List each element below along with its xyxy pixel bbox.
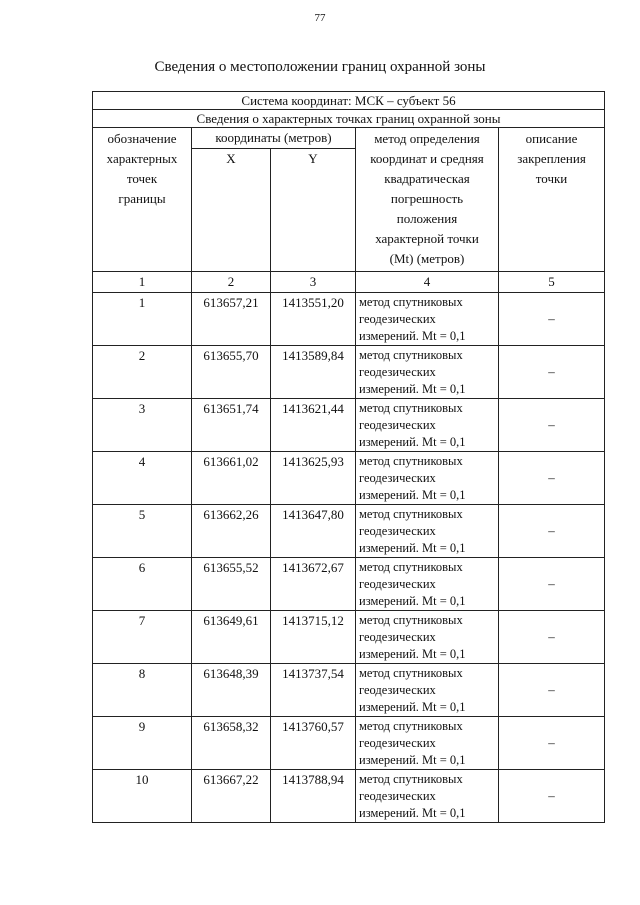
- method-line: измерений. Mt = 0,1: [359, 805, 466, 820]
- table-row: [93, 558, 605, 611]
- method-line: измерений. Mt = 0,1: [359, 487, 466, 502]
- method-cell: [356, 452, 499, 505]
- method-line: измерений. Mt = 0,1: [359, 593, 466, 608]
- point-id-cell: 1: [93, 293, 192, 346]
- method-line: метод спутниковых: [359, 718, 463, 733]
- table-row: [93, 399, 605, 452]
- point-id-cell: 8: [93, 664, 192, 717]
- section-title-row: [93, 110, 605, 128]
- column-number: 5: [499, 272, 605, 293]
- method-cell: [356, 717, 499, 770]
- header-line: закрепления: [517, 151, 586, 166]
- point-id-cell: 9: [93, 717, 192, 770]
- x-coordinate-cell: 613651,74: [192, 399, 271, 452]
- table-row: [93, 505, 605, 558]
- page-number: 77: [314, 12, 326, 24]
- method-line: метод спутниковых: [359, 771, 463, 786]
- y-coordinate-cell: 1413589,84: [271, 346, 356, 399]
- document-title: Сведения о местоположении границ охранной зоны: [154, 59, 486, 75]
- table-row: [93, 452, 605, 505]
- y-coordinate-cell: 1413672,67: [271, 558, 356, 611]
- method-line: метод спутниковых: [359, 400, 463, 415]
- header-point-designation: [93, 128, 192, 272]
- method-line: геодезических: [359, 682, 436, 697]
- method-line: метод спутниковых: [359, 559, 463, 574]
- y-coordinate-cell: 1413737,54: [271, 664, 356, 717]
- y-coordinate-cell: 1413625,93: [271, 452, 356, 505]
- point-id-cell: 10: [93, 770, 192, 823]
- header-line: точки: [535, 171, 568, 186]
- x-coordinate-cell: 613657,21: [192, 293, 271, 346]
- header-line: точек: [126, 171, 158, 186]
- y-coordinate-cell: 1413788,94: [271, 770, 356, 823]
- header-line: границы: [118, 191, 166, 206]
- point-id-cell: 5: [93, 505, 192, 558]
- point-id-cell: 3: [93, 399, 192, 452]
- header-line: (Mt) (метров): [389, 251, 465, 266]
- point-id-cell: 6: [93, 558, 192, 611]
- method-line: геодезических: [359, 417, 436, 432]
- method-cell: [356, 505, 499, 558]
- header-line: квадратическая: [384, 171, 470, 186]
- method-line: геодезических: [359, 629, 436, 644]
- method-line: измерений. Mt = 0,1: [359, 381, 466, 396]
- y-coordinate-cell: 1413760,57: [271, 717, 356, 770]
- method-line: метод спутниковых: [359, 665, 463, 680]
- header-line: обозначение: [107, 131, 177, 146]
- method-line: геодезических: [359, 735, 436, 750]
- description-cell: –: [499, 399, 605, 452]
- method-line: метод спутниковых: [359, 453, 463, 468]
- method-line: метод спутниковых: [359, 347, 463, 362]
- description-cell: –: [499, 611, 605, 664]
- method-line: измерений. Mt = 0,1: [359, 540, 466, 555]
- header-line: координат и средняя: [370, 151, 484, 166]
- header-line: характерных: [106, 151, 178, 166]
- description-cell: –: [499, 452, 605, 505]
- method-cell: [356, 611, 499, 664]
- header-line: положения: [396, 211, 458, 226]
- table-row: [93, 664, 605, 717]
- coordinate-system-cell: Система координат: МСК – субъект 56: [93, 92, 605, 110]
- method-line: геодезических: [359, 470, 436, 485]
- x-coordinate-cell: 613667,22: [192, 770, 271, 823]
- coordinate-system-row: [93, 92, 605, 110]
- table-row: [93, 611, 605, 664]
- column-number: 4: [356, 272, 499, 293]
- x-coordinate-cell: 613649,61: [192, 611, 271, 664]
- description-cell: –: [499, 293, 605, 346]
- method-line: геодезических: [359, 364, 436, 379]
- x-coordinate-cell: 613661,02: [192, 452, 271, 505]
- method-cell: [356, 399, 499, 452]
- description-cell: –: [499, 558, 605, 611]
- method-line: метод спутниковых: [359, 294, 463, 309]
- method-line: метод спутниковых: [359, 612, 463, 627]
- method-line: геодезических: [359, 788, 436, 803]
- point-id-cell: 4: [93, 452, 192, 505]
- column-number-row: [93, 272, 605, 293]
- method-cell: [356, 664, 499, 717]
- header-description: [499, 128, 605, 272]
- point-id-cell: 2: [93, 346, 192, 399]
- column-number: 2: [192, 272, 271, 293]
- method-line: измерений. Mt = 0,1: [359, 699, 466, 714]
- header-line: погрешность: [390, 191, 464, 206]
- method-line: измерений. Mt = 0,1: [359, 752, 466, 767]
- description-cell: –: [499, 505, 605, 558]
- y-coordinate-cell: 1413715,12: [271, 611, 356, 664]
- method-cell: [356, 293, 499, 346]
- method-line: измерений. Mt = 0,1: [359, 328, 466, 343]
- x-coordinate-cell: 613658,32: [192, 717, 271, 770]
- header-y: Y: [271, 149, 356, 272]
- method-cell: [356, 346, 499, 399]
- column-number: 1: [93, 272, 192, 293]
- boundary-points-table: [92, 91, 605, 823]
- method-line: измерений. Mt = 0,1: [359, 646, 466, 661]
- y-coordinate-cell: 1413647,80: [271, 505, 356, 558]
- method-line: метод спутниковых: [359, 506, 463, 521]
- header-row: [93, 128, 605, 149]
- header-method: [356, 128, 499, 272]
- table-body: [93, 293, 605, 823]
- header-line: характерной точки: [375, 231, 479, 246]
- method-cell: [356, 770, 499, 823]
- header-line: метод определения: [374, 131, 480, 146]
- point-id-cell: 7: [93, 611, 192, 664]
- x-coordinate-cell: 613655,70: [192, 346, 271, 399]
- x-coordinate-cell: 613662,26: [192, 505, 271, 558]
- table-row: [93, 293, 605, 346]
- description-cell: –: [499, 770, 605, 823]
- header-x: X: [192, 149, 271, 272]
- method-line: геодезических: [359, 523, 436, 538]
- method-line: геодезических: [359, 576, 436, 591]
- column-number: 3: [271, 272, 356, 293]
- table-row: [93, 346, 605, 399]
- y-coordinate-cell: 1413551,20: [271, 293, 356, 346]
- header-line: описание: [525, 131, 578, 146]
- method-cell: [356, 558, 499, 611]
- y-coordinate-cell: 1413621,44: [271, 399, 356, 452]
- description-cell: –: [499, 717, 605, 770]
- description-cell: –: [499, 346, 605, 399]
- section-title-cell: Сведения о характерных точках границ охранной зоны: [93, 110, 605, 128]
- header-coordinates: координаты (метров): [192, 128, 356, 149]
- x-coordinate-cell: 613655,52: [192, 558, 271, 611]
- method-line: геодезических: [359, 311, 436, 326]
- description-cell: –: [499, 664, 605, 717]
- table-row: [93, 717, 605, 770]
- x-coordinate-cell: 613648,39: [192, 664, 271, 717]
- table-row: [93, 770, 605, 823]
- method-line: измерений. Mt = 0,1: [359, 434, 466, 449]
